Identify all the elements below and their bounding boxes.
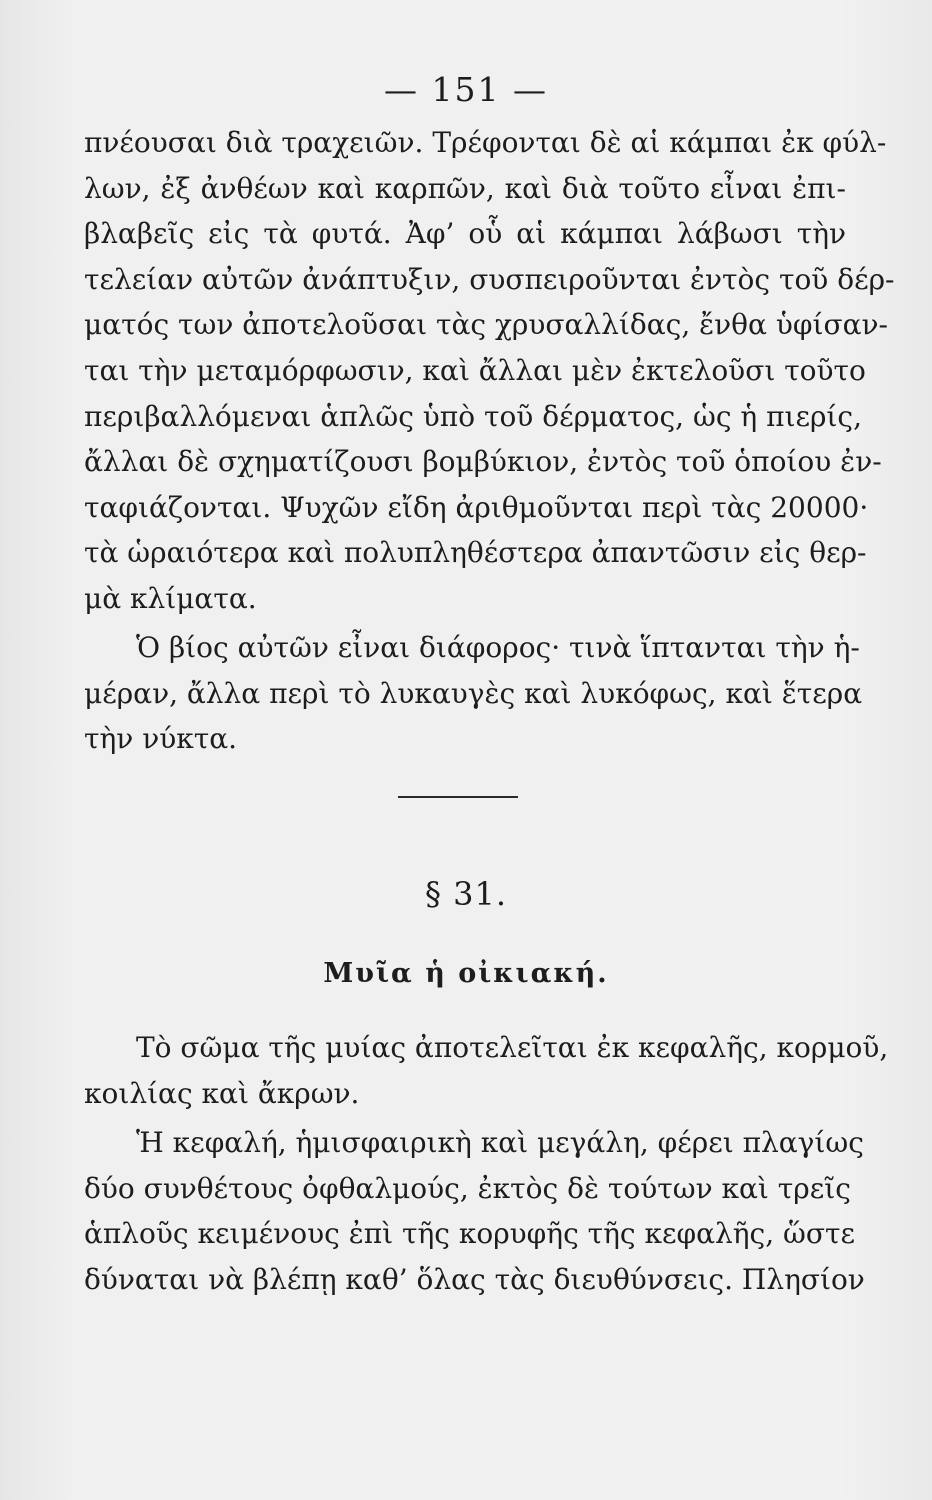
paragraph-fly-body [84,1025,889,1116]
text-line: ται τὴν μεταμόρφωσιν, καὶ ἄλλαι μὲν ἐκτελοῦσι τοῦτο [84,353,866,387]
section-divider [398,796,518,798]
text-line: δύο συνθέτους ὀφθαλμούς, ἐκτὸς δὲ τούτων καὶ τρεῖς [84,1171,851,1205]
text-line: λων, ἐξ ἀνθέων καὶ καρπῶν, καὶ διὰ τοῦτο εἶναι ἐπι- [84,171,846,205]
paragraph-fly-head [84,1120,865,1302]
text-line: τὰ ὡραιότερα καὶ πολυπληθέστερα ἀπαντῶσιν εἰς θερ- [84,536,867,570]
text-line: Τὸ σῶμα τῆς μυίας ἀποτελεῖται ἐκ κεφαλῆς, κορμοῦ, [136,1031,889,1064]
text-line: κοιλίας καὶ ἄκρων. [84,1076,360,1110]
text-line: τελείαν αὐτῶν ἀνάπτυξιν, συσπειροῦνται ἐντὸς τοῦ δέρ- [84,262,895,296]
page-number: — 151 — [384,70,548,109]
text-line: μὰ κλίματα. [84,581,257,615]
text-line: τὴν νύκτα. [84,722,238,756]
text-line: ἁπλοῦς κειμένους ἐπὶ τῆς κορυφῆς τῆς κεφαλῆς, ὥστε [84,1217,855,1251]
paragraph-butterflies-development [84,120,895,622]
paragraph-butterflies-life [84,625,863,762]
text-line: πνέουσαι διὰ τραχειῶν. Τρέφονται δὲ αἱ κάμπαι ἐκ φύλ- [84,126,887,159]
text-line: δύναται νὰ βλέπῃ καθ’ ὅλας τὰς διευθύνσεις. Πλησίον [84,1262,865,1296]
text-line: ταφιάζονται. Ψυχῶν εἴδη ἀριθμοῦνται περὶ τὰς 20000· [84,490,869,524]
text-line: ματός των ἀποτελοῦσαι τὰς χρυσαλλίδας, ἔνθα ὑφίσαν- [84,308,888,342]
text-line: βλαβεῖς εἰς τὰ φυτά. Ἀφ’ οὗ αἱ κάμπαι λάβωσι τὴν [84,217,846,251]
text-line: περιβαλλόμεναι ἁπλῶς ὑπὸ τοῦ δέρματος, ὡς ἡ πιερίς, [84,399,862,433]
text-line: Ὁ βίος αὐτῶν εἶναι διάφορος· τινὰ ἵπτανται τὴν ἡ- [136,631,860,664]
section-title: Μυῖα ἡ οἰκιακή. [323,958,609,989]
section-number: § 31. [424,875,508,913]
text-line: ἄλλαι δὲ σχηματίζουσι βομβύκιον, ἐντὸς τοῦ ὁποίου ἐν- [84,445,882,479]
text-line: μέραν, ἄλλα περὶ τὸ λυκαυγὲς καὶ λυκόφως, καὶ ἕτερα [84,676,863,710]
text-line: Ἡ κεφαλή, ἡμισφαιρικὴ καὶ μεγάλη, φέρει πλαγίως [136,1126,864,1159]
